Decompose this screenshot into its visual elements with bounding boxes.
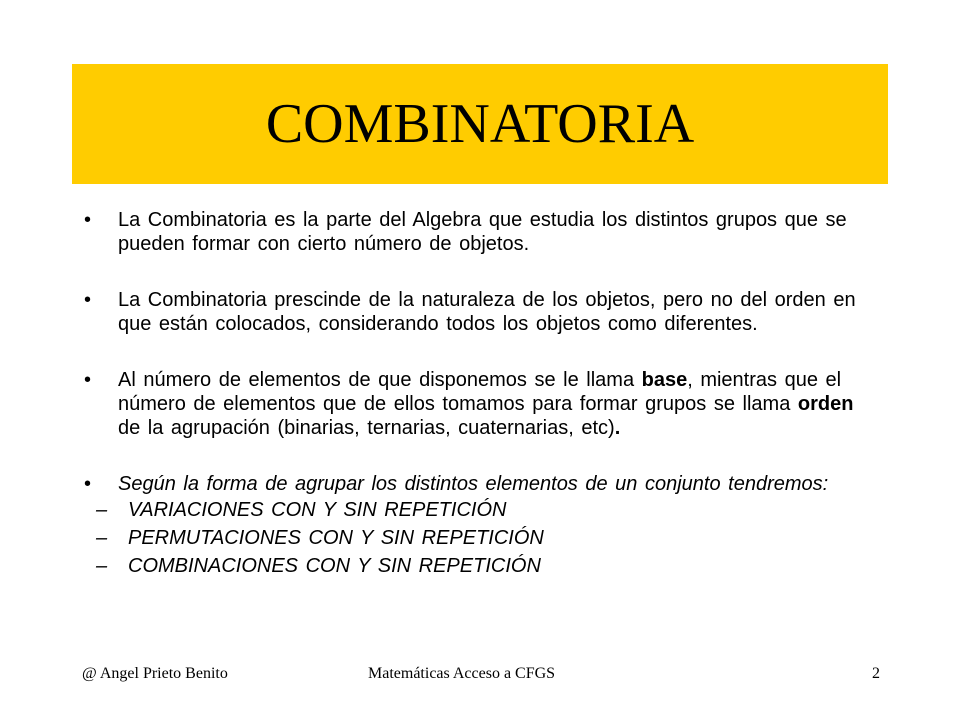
footer-course: Matemáticas Acceso a CFGS (368, 665, 556, 682)
sub-list-item (84, 496, 864, 524)
footer-author: @ Angel Prieto Benito (82, 665, 228, 682)
bullet-text: La Combinatoria es la parte del Algebra que estudia los distintos grupos que se pueden formar con cierto número de objetos. (118, 209, 847, 255)
bullet-item (84, 288, 864, 336)
dash-icon: – (96, 499, 108, 521)
sub-item-text: PERMUTACIONES CON Y SIN REPETICIÓN (128, 527, 544, 549)
footer-page-number: 2 (872, 665, 880, 682)
dash-icon: – (96, 527, 108, 549)
bullet-dot-icon: • (84, 473, 92, 495)
bullet-text: La Combinatoria prescinde de la naturaleza de los objetos, pero no del orden en que están colocados, considerando todos los objetos como diferentes. (118, 289, 856, 335)
bullet-text-part: de la agrupación (binarias, ternarias, cuaternarias, etc) (118, 417, 615, 439)
bold-period: . (614, 417, 621, 439)
bullet-dot-icon: • (84, 209, 92, 231)
sub-list-item (84, 524, 864, 552)
bold-term-orden: orden (797, 393, 854, 415)
bullet-dot-icon: • (84, 369, 92, 391)
bullet-item (84, 472, 864, 580)
bullet-text-part: , mientras que el número de elementos que de ellos tomamos para formar grupos se llama (118, 369, 842, 415)
sub-item-text: COMBINACIONES CON Y SIN REPETICIÓN (128, 555, 541, 577)
slide-title: COMBINATORIA (265, 93, 695, 155)
bold-term-base: base (641, 369, 688, 391)
slide-content (84, 208, 864, 580)
title-band (72, 64, 888, 184)
bullet-dot-icon: • (84, 289, 92, 311)
dash-icon: – (96, 555, 108, 577)
bullet-item (84, 368, 864, 440)
sub-item-text: VARIACIONES CON Y SIN REPETICIÓN (128, 499, 507, 521)
bullet-text-part: Al número de elementos de que disponemos se le llama (118, 369, 642, 391)
bullet-item (84, 208, 864, 256)
bullet-text: Según la forma de agrupar los distintos elementos de un conjunto tendremos: (118, 473, 829, 495)
sub-list-item (84, 552, 864, 580)
bullet-text (118, 369, 853, 439)
